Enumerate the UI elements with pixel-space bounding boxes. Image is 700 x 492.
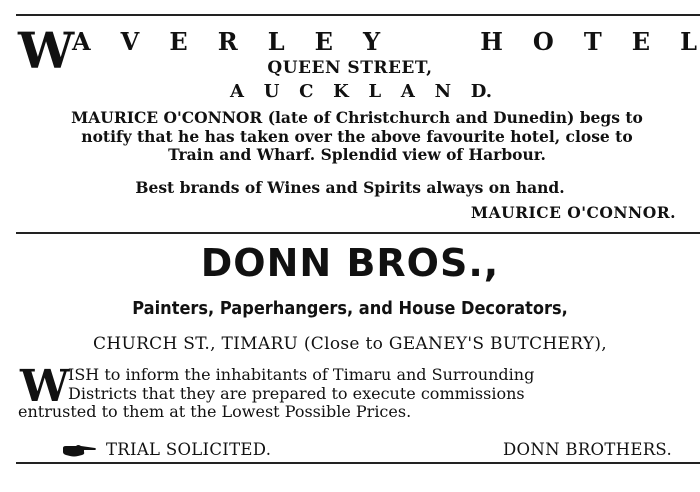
waverley-city (230, 83, 492, 101)
donn-address: CHURCH ST., TIMARU (Close to GEANEY'S BUTCHERY), (93, 334, 607, 354)
city-letter: A (400, 81, 415, 102)
donn-title: DONN BROS., (200, 241, 500, 285)
top-rule (16, 14, 700, 16)
waverley-brands: Best brands of Wines and Spirits always on hand. (135, 178, 565, 197)
city-letter: L (368, 81, 382, 102)
donn-signature: DONN BROTHERS. (503, 440, 672, 459)
waverley-title-initial: W (18, 21, 75, 80)
title-letter: E (631, 27, 651, 56)
title-letter: L (680, 27, 697, 56)
donn-trades: Painters, Paperhangers, and House Decorators, (132, 298, 568, 319)
title-letter: Y (362, 27, 381, 56)
body-line: entrusted to them at the Lowest Possible Prices. (18, 402, 412, 421)
body-line: Train and Wharf. Splendid view of Harbour. (168, 145, 546, 164)
city-letter: U (263, 81, 280, 102)
body-line: MAURICE O'CONNOR (late of Christchurch and Dunedin) begs to (71, 108, 643, 127)
city-letter: N (434, 81, 452, 102)
title-letter: E (314, 27, 333, 56)
body-line: notify that he has taken over the above favourite hotel, close to (81, 126, 633, 146)
title-letter: E (169, 27, 188, 56)
city-letter: C (299, 81, 314, 102)
pointing-hand-icon (62, 443, 98, 457)
city-letter: K (333, 81, 349, 102)
title-gap (410, 30, 450, 54)
title-letter: V (120, 27, 140, 56)
title-letter: R (217, 27, 238, 56)
body-line: ISH to inform the inhabitants of Timaru and Surrounding (68, 365, 535, 384)
title-letter: A (72, 27, 91, 56)
waverley-body (18, 109, 696, 165)
waverley-signature: MAURICE O'CONNOR. (470, 203, 676, 222)
donn-body (18, 361, 696, 422)
body-line: Districts that they are prepared to execute commissions (68, 383, 525, 403)
middle-rule (16, 232, 700, 234)
waverley-street: QUEEN STREET, (267, 58, 433, 78)
title-letter: O (532, 27, 554, 56)
city-letter: A (230, 81, 244, 102)
city-letter: D. (470, 81, 492, 102)
title-letter: T (583, 27, 602, 56)
donn-trial (62, 440, 271, 459)
title-letter: H (480, 27, 503, 56)
donn-body-initial: W (20, 361, 70, 412)
title-letter: L (267, 27, 285, 56)
trial-text: TRIAL SOLICITED. (106, 440, 272, 459)
bottom-rule (16, 462, 700, 464)
waverley-title (72, 27, 697, 56)
